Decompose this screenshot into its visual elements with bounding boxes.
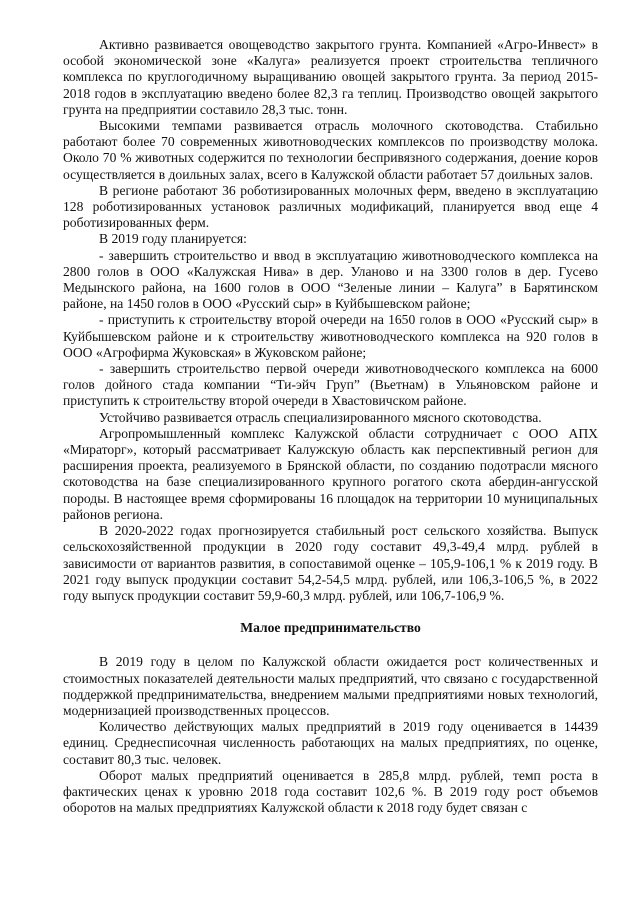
document-page <box>63 37 598 816</box>
paragraph-plans-intro: В 2019 году планируется: <box>99 231 247 247</box>
section-heading: Малое предпринимательство <box>240 620 421 636</box>
paragraph-robotic-farms: В регионе работают 36 роботизированных молочных ферм, введено в эксплуатацию 128 роботизированных установок различных модификаций, планируется ввод еще 4 роботизированных ферм. <box>63 182 598 231</box>
paragraph-plan-item-2: - приступить к строительству второй очереди на 1650 голов в ООО «Русский сыр» в Куйбышевском районе и к строительству животноводческого комплекса на 920 голов в ООО «Агрофирма Жуковская» в Жуковском районе; <box>63 312 598 360</box>
paragraph-plan-item-3: - завершить строительство первой очереди животноводческого комплекса на 6000 голов дойного стада компании “Ти-эйч Груп” (Вьетнам) в Ульяновском районе и приступить к строительству второй очереди в Хвастовичском районе. <box>63 361 598 409</box>
paragraph-small-business-count: Количество действующих малых предприятий в 2019 году оценивается в 14439 единиц. Среднесписочная численность работающих на малых предприятиях, по оценке, составит 80,3 тыс. человек. <box>63 719 598 767</box>
paragraph-small-business-growth: В 2019 году в целом по Калужской области ожидается рост количественных и стоимостных показателей деятельности малых предприятий, что связано с государственной поддержкой предпринимательства, внедрением малыми предприятиями новых технологий, модернизацией производственных процессов. <box>63 654 598 718</box>
paragraph-beef: Устойчиво развивается отрасль специализированного мясного скотоводства. <box>99 409 542 425</box>
paragraph-forecast: В 2020-2022 годах прогнозируется стабильный рост сельского хозяйства. Выпуск сельскохозяйственной продукции в 2020 году составит 49,3-49,4 млрд. рублей в зависимости от вариантов развития, в сопоставимой оценке – 105,9-106,1 % к 2019 году. В 2021 году выпуск продукции составит 54,2-54,5 млрд. рублей, или 106,3-106,5 %, в 2022 году выпуск продукции составит 59,9-60,3 млрд. рублей, или 106,7-106,9 %. <box>63 523 598 603</box>
paragraph-small-business-turnover: Оборот малых предприятий оценивается в 285,8 млрд. рублей, темп роста в фактических ценах к уровню 2018 года составит 102,6 %. В 2019 году рост объемов оборотов на малых предприятиях Калужской области к 2018 году будет связан с <box>63 767 598 816</box>
paragraph-plan-item-1: - завершить строительство и ввод в эксплуатацию животноводческого комплекса на 2800 голов в ООО «Калужская Нива» в дер. Уланово и на 3300 голов в дер. Гусево Медынского района, на 1600 голов в ООО “Зеленые линии – Калуга” в Барятинском районе, на 1450 голов в ООО «Русский сыр» в Куйбышевском районе; <box>63 247 598 312</box>
paragraph-dairy: Высокими темпами развивается отрасль молочного скотоводства. Стабильно работают более 70 современных животноводческих комплексов по производству молока. Около 70 % животных содержится по технологии беспривязного содержания, доение коров осуществляется в доильных залах, всего в Калужской области работает 57 доильных залов. <box>63 118 598 182</box>
paragraph-miratorg: Агропромышленный комплекс Калужской области сотрудничает с ООО АПХ «Мираторг», который рассматривает Калужскую область как перспективный регион для расширения проекта, реализуемого в Брянской области, по созданию подотрасли мясного скотоводства на базе специализированного крупного рогатого скота абердин-ангусской породы. В настоящее время сформированы 16 площадок на территории 10 муниципальных районов региона. <box>63 425 598 522</box>
paragraph-greenhouse: Активно развивается овощеводство закрытого грунта. Компанией «Агро-Инвест» в особой экономической зоне «Калуга» реализуется проект строительства тепличного комплекса по круглогодичному выращиванию овощей закрытого грунта. За период 2015-2018 годов в эксплуатацию введено более 82,3 га теплиц. Производство овощей закрытого грунта на предприятии составило 28,3 тыс. тонн. <box>63 37 598 117</box>
